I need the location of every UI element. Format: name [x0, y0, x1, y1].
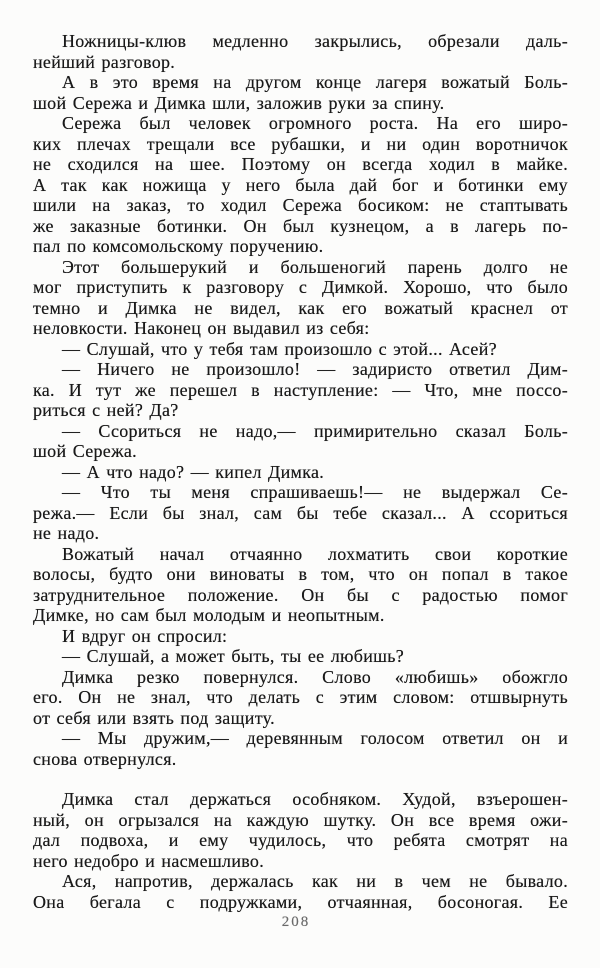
text-line: А в это время на другом конце лагеря вожатый Боль-: [62, 72, 568, 92]
text-line: режа.— Если бы знал, сам бы тебе сказал... А ссориться: [33, 502, 568, 523]
text-line: шой Сережа.: [33, 441, 137, 461]
text-line: А так как ножища у него была дай бог и ботинки ему: [33, 174, 568, 195]
paragraph: [33, 667, 568, 729]
text-line: ких плечах трещали все рубашки, и ни один воротничок: [33, 133, 568, 154]
text-line: от себя или взять под защиту.: [33, 707, 275, 728]
paragraph: [33, 728, 568, 769]
paragraph: [33, 257, 568, 339]
paragraph: [33, 421, 568, 462]
text-line: Ножницы-клюв медленно закрылись, обрезали даль-: [62, 31, 568, 51]
text-line: — Ссориться не надо,— примирительно сказал Боль-: [62, 420, 568, 441]
text-line: снова отвернулся.: [33, 748, 177, 769]
text-line: нейший разговор.: [33, 51, 176, 72]
text-line: — Слушай, что у тебя там произошло с этой... Асей?: [62, 338, 497, 359]
text-line: неловкости. Наконец он выдавил из себя:: [33, 318, 370, 338]
text-line: дал подвоха, и ему чудилось, что ребята смотрят на: [33, 830, 568, 850]
text-line: Димка стал держаться особняком. Худой, взъерошен-: [62, 789, 568, 809]
text-line: Димке, но сам был молодым и неопытным.: [33, 605, 385, 625]
text-line: — А что надо? — кипел Димка.: [62, 461, 325, 482]
text-line: мог приступить к разговору с Димкой. Хорошо, что было: [33, 277, 568, 297]
paragraph: [33, 462, 568, 483]
text-line: ка. И тут же перешел в наступление: — Что, мне поссо-: [33, 379, 568, 400]
text-line: Она бегала с подружками, отчаянная, босоногая. Ее: [33, 891, 568, 912]
text-line: темно и Димка не видел, как его вожатый краснел от: [33, 297, 568, 318]
paragraph: [33, 31, 568, 72]
text-line: шили на заказ, то ходил Сережа босиком: не стаптывать: [33, 195, 568, 215]
text-line: его. Он не знал, что делать с этим словом: отшвырнуть: [33, 687, 568, 707]
text-line: — Слушай, а может быть, ты ее любишь?: [62, 646, 405, 666]
text-line: — Ничего не произошло! — задиристо ответил Дим-: [62, 359, 568, 379]
page-text: [33, 31, 568, 912]
text-line: затруднительное положение. Он бы с радостью помог: [33, 584, 568, 605]
text-line: — Мы дружим,— деревянным голосом ответил он и: [62, 728, 568, 748]
text-line: И вдруг он спросил:: [62, 625, 228, 646]
paragraph: [33, 482, 568, 544]
text-line: ный, он огрызался на каждую шутку. Он все время ожи-: [33, 809, 568, 830]
text-line: риться с ней? Да?: [33, 400, 179, 420]
paragraph: [33, 871, 568, 912]
text-line: не сходился на шее. Поэтому он всегда ходил в майке.: [33, 154, 568, 174]
paragraph: [33, 789, 568, 871]
text-line: — Что ты меня спрашиваешь!— не выдержал Се-: [62, 482, 568, 502]
text-line: же заказные ботинки. Он был кузнецом, а в лагерь по-: [33, 215, 568, 236]
text-line: Сережа был человек огромного роста. На его широ-: [62, 113, 568, 133]
text-line: Ася, напротив, держалась как ни в чем не бывало.: [62, 871, 568, 891]
paragraph: [33, 339, 568, 360]
text-line: него недобро и насмешливо.: [33, 850, 265, 871]
paragraph: [33, 626, 568, 647]
text-line: пал по комсомольскому поручению.: [33, 236, 324, 256]
text-line: не надо.: [33, 523, 100, 543]
paragraph: [33, 646, 568, 667]
text-line: Этот большерукий и большеногий парень долго не: [62, 256, 568, 277]
paragraph: [33, 359, 568, 421]
text-line: волосы, будто они виноваты в том, что он попал в такое: [33, 564, 568, 584]
text-line: Вожатый начал отчаянно лохматить свои короткие: [62, 543, 568, 564]
paragraph: [33, 72, 568, 113]
text-line: шой Сережа и Димка шли, заложив руки за спину.: [33, 92, 445, 113]
text-line: Димка резко повернулся. Слово «любишь» обожгло: [62, 666, 568, 687]
paragraph: [33, 544, 568, 626]
paragraph: [33, 113, 568, 257]
page-number: 208: [281, 914, 311, 930]
